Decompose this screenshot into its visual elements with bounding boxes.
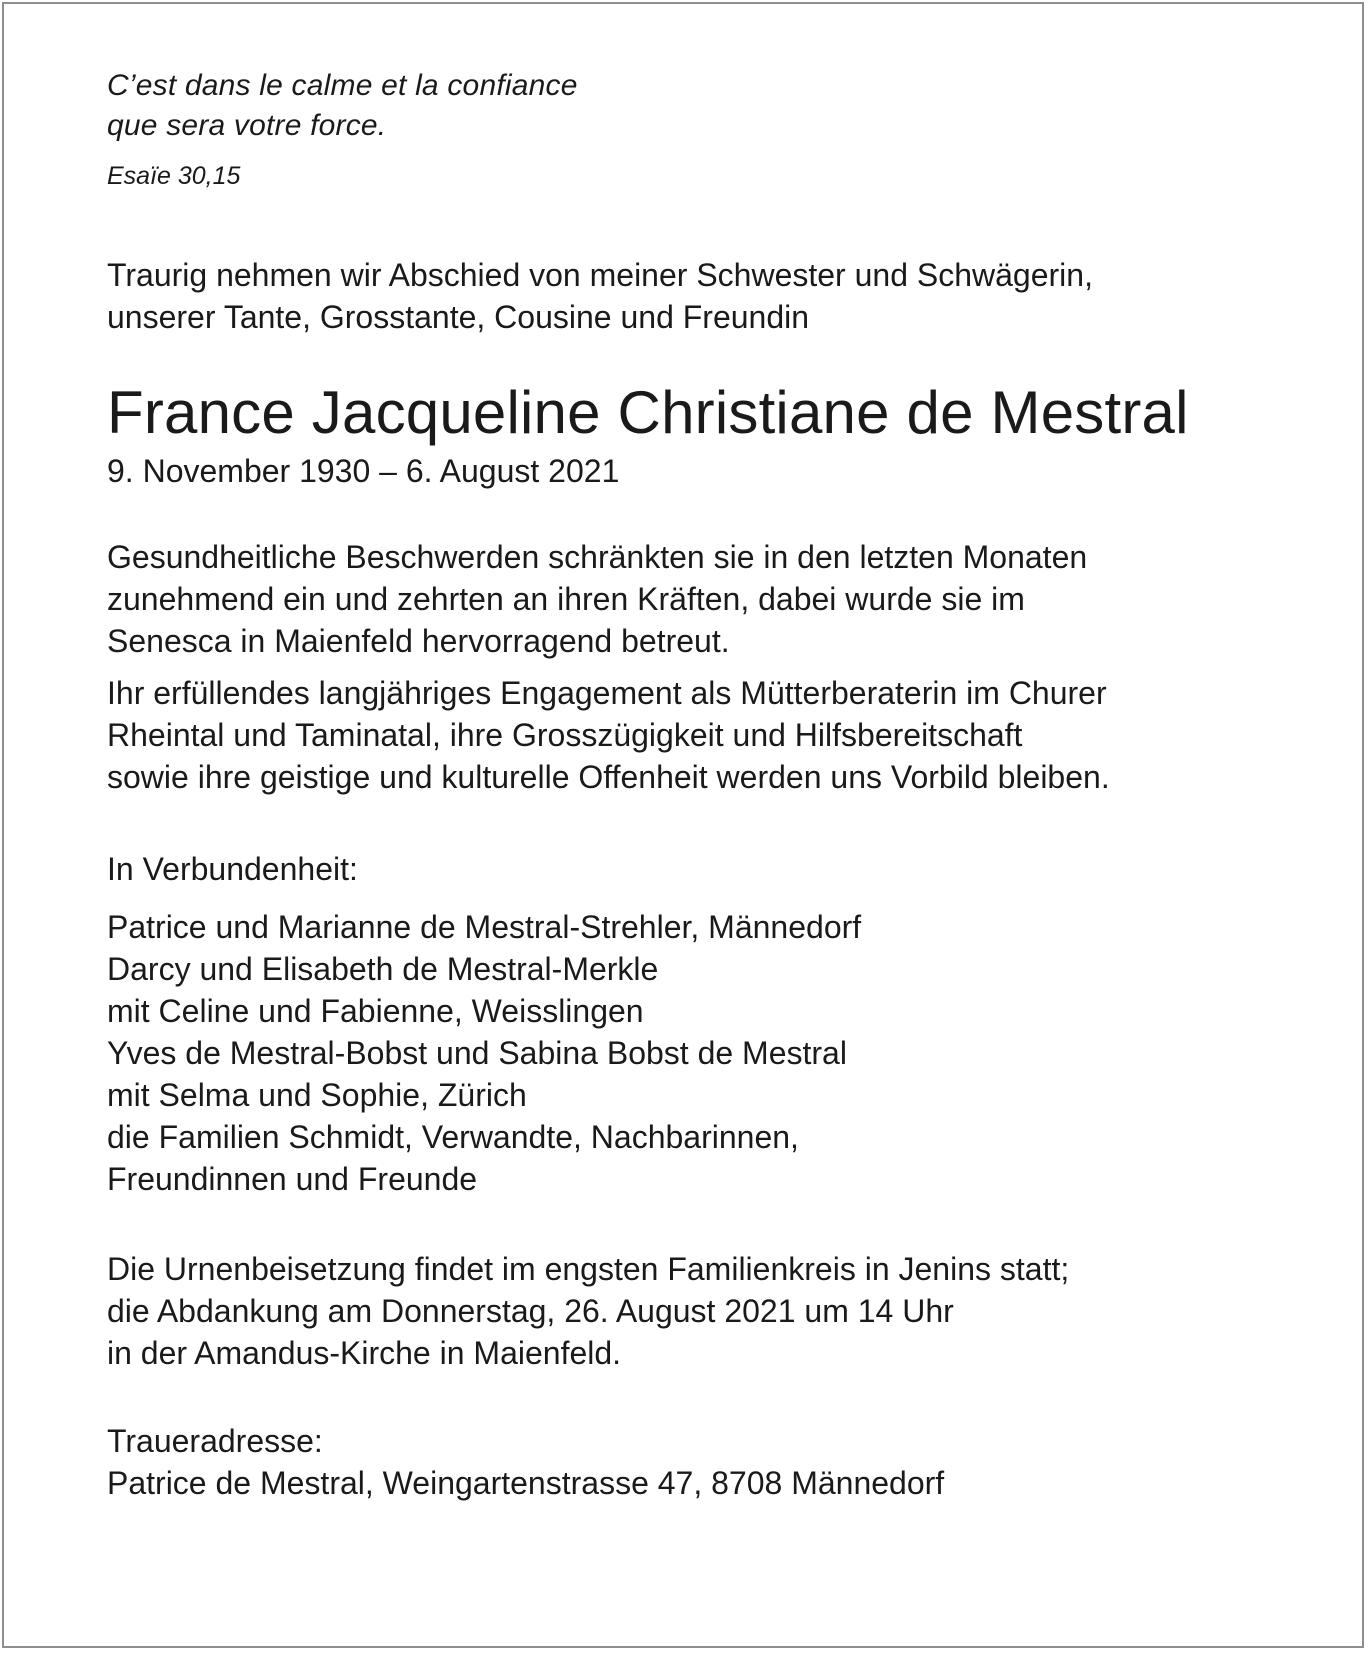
paragraph-line: Rheintal und Taminatal, ihre Grosszügigkeit und Hilfsbereitschaft	[107, 717, 1023, 753]
relatives-line: Freundinnen und Freunde	[107, 1161, 478, 1197]
intro-text	[107, 254, 1307, 338]
deceased-name: France Jacqueline Christiane de Mestral	[107, 379, 1189, 446]
relatives-line: mit Selma und Sophie, Zürich	[107, 1077, 527, 1113]
obituary-notice	[107, 66, 1307, 1504]
health-paragraph	[107, 536, 1307, 662]
greeting: In Verbundenheit:	[107, 851, 358, 887]
address-value: Patrice de Mestral, Weingartenstrasse 47, 8708 Männedorf	[107, 1465, 945, 1501]
ceremony-info	[107, 1248, 1307, 1374]
paragraph-line: sowie ihre geistige und kulturelle Offenheit werden uns Vorbild bleiben.	[107, 759, 1110, 795]
intro-line: Traurig nehmen wir Abschied von meiner Schwester und Schwägerin,	[107, 257, 1093, 293]
bible-quote	[107, 66, 1307, 146]
quote-line: que sera votre force.	[107, 109, 387, 142]
relatives-line: die Familien Schmidt, Verwandte, Nachbarinnen,	[107, 1119, 799, 1155]
relatives-line: mit Celine und Fabienne, Weisslingen	[107, 993, 644, 1029]
paragraph-line: Gesundheitliche Beschwerden schränkten sie in den letzten Monaten	[107, 539, 1088, 575]
paragraph-line: Senesca in Maienfeld hervorragend betreut.	[107, 623, 730, 659]
quote-source: Esaïe 30,15	[107, 162, 241, 190]
mourning-address	[107, 1420, 1307, 1504]
quote-line: C’est dans le calme et la confiance	[107, 69, 578, 102]
relatives-line: Darcy und Elisabeth de Mestral-Merkle	[107, 951, 659, 987]
paragraph-line: Ihr erfüllendes langjähriges Engagement als Mütterberaterin im Churer	[107, 675, 1107, 711]
relatives-line: Patrice und Marianne de Mestral-Strehler, Männedorf	[107, 909, 862, 945]
relatives-list	[107, 906, 1307, 1200]
ceremony-line: Die Urnenbeisetzung findet im engsten Familienkreis in Jenins statt;	[107, 1251, 1070, 1287]
address-label: Traueradresse:	[107, 1423, 323, 1459]
relatives-line: Yves de Mestral-Bobst und Sabina Bobst de Mestral	[107, 1035, 847, 1071]
tribute-paragraph	[107, 672, 1307, 798]
life-dates: 9. November 1930 – 6. August 2021	[107, 453, 620, 489]
ceremony-line: die Abdankung am Donnerstag, 26. August 2021 um 14 Uhr	[107, 1293, 954, 1329]
ceremony-line: in der Amandus-Kirche in Maienfeld.	[107, 1335, 622, 1371]
paragraph-line: zunehmend ein und zehrten an ihren Kräften, dabei wurde sie im	[107, 581, 1025, 617]
intro-line: unserer Tante, Grosstante, Cousine und Freundin	[107, 299, 810, 335]
